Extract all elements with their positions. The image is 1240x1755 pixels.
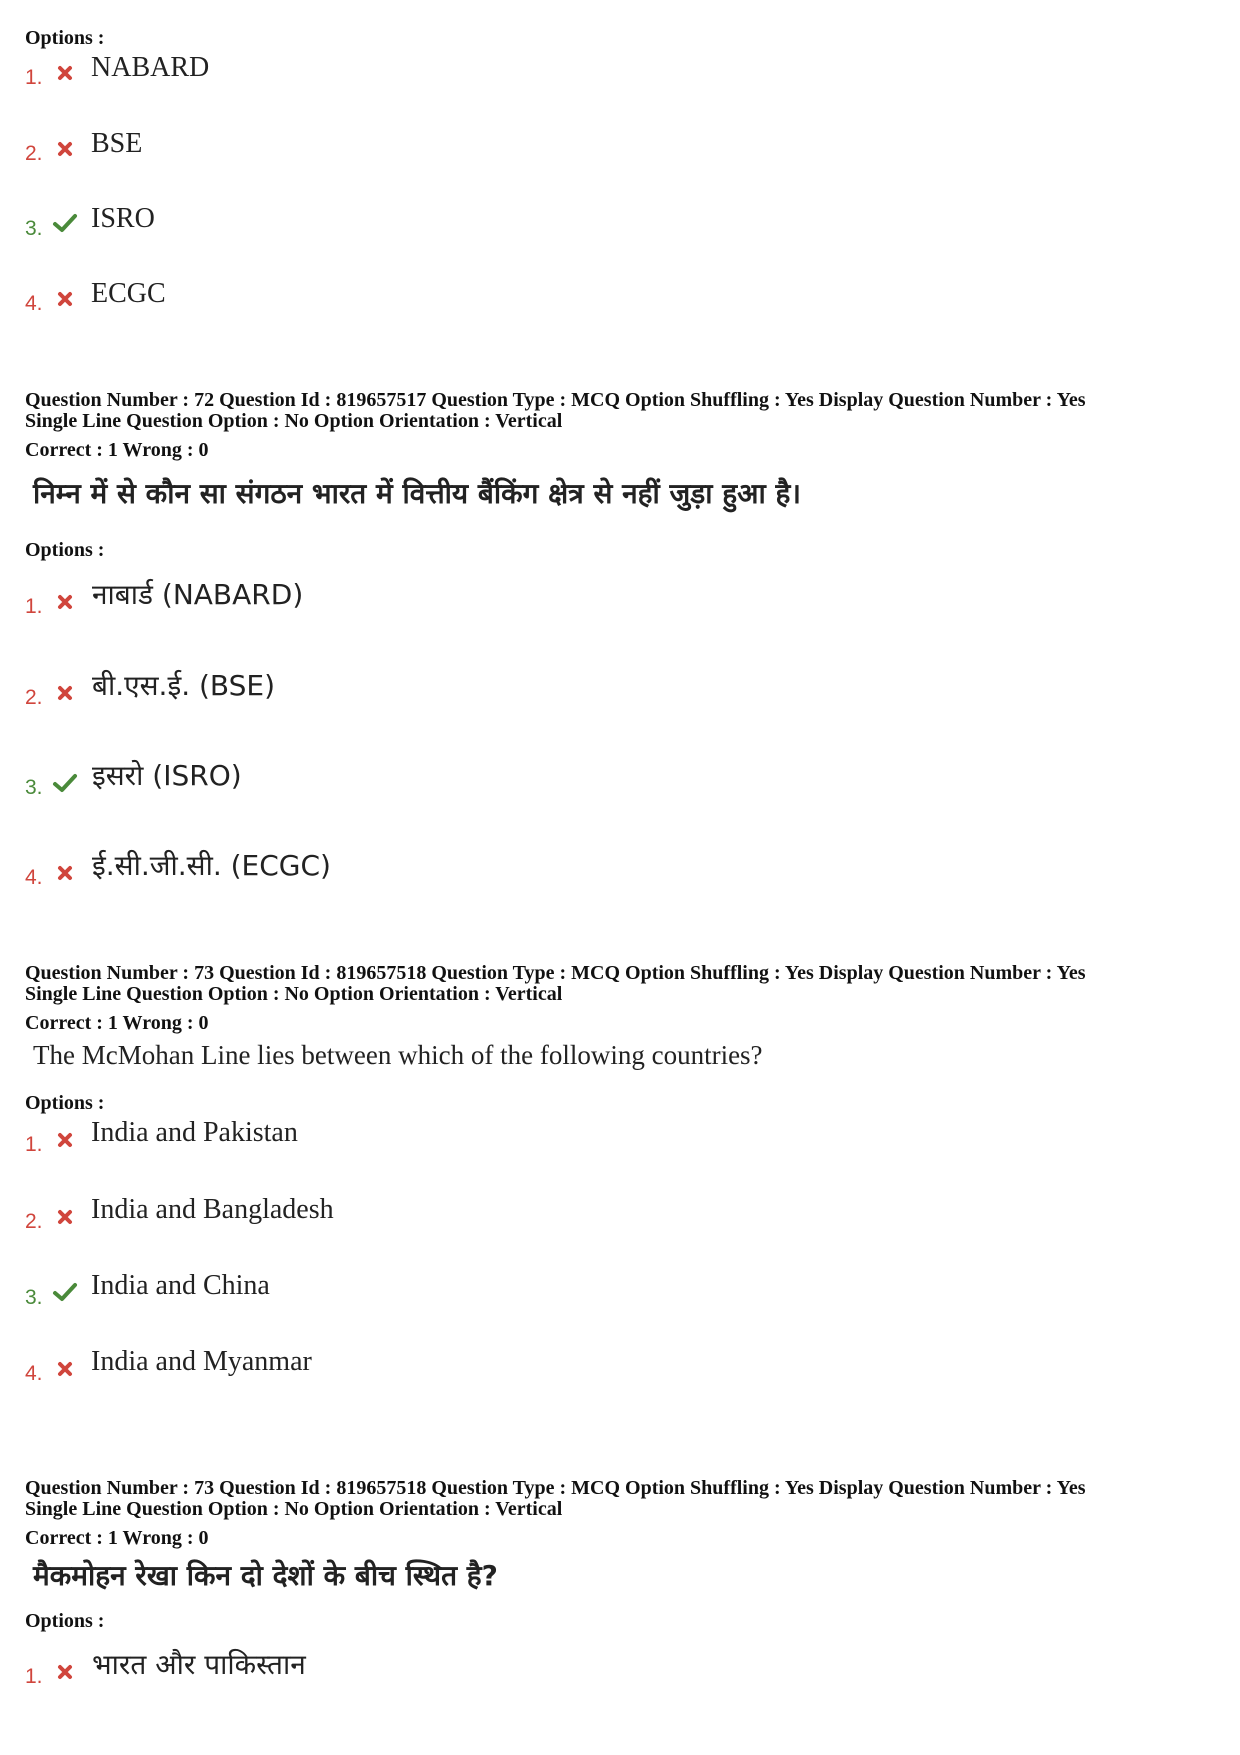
option-text: India and Pakistan <box>91 1117 298 1148</box>
option-number: 3. <box>25 776 43 799</box>
question-meta: Question Number : 73 Question Id : 819657518 Question Type : MCQ Option Shuffling : Yes Display Question Number : Yes <box>25 962 1086 984</box>
cross-icon <box>54 682 76 704</box>
option-text: BSE <box>91 128 143 159</box>
cross-icon <box>54 1206 76 1228</box>
question-meta: Question Number : 72 Question Id : 819657517 Question Type : MCQ Option Shuffling : Yes Display Question Number : Yes <box>25 389 1086 411</box>
question-meta: Single Line Question Option : No Option Orientation : Vertical <box>25 1498 563 1520</box>
option-text: India and Myanmar <box>91 1346 312 1377</box>
options-label: Options : <box>25 1092 105 1114</box>
option-text: ECGC <box>91 278 166 309</box>
option-number: 3. <box>25 1286 43 1309</box>
question-meta: Question Number : 73 Question Id : 819657518 Question Type : MCQ Option Shuffling : Yes Display Question Number : Yes <box>25 1477 1086 1499</box>
check-icon <box>52 772 78 794</box>
option-text: ई.सी.जी.सी. (ECGC) <box>92 849 331 882</box>
option-text: इसरो (ISRO) <box>92 759 242 792</box>
option-number: 2. <box>25 1210 43 1233</box>
option-text: India and Bangladesh <box>91 1194 334 1225</box>
option-number: 2. <box>25 142 43 165</box>
option-number: 2. <box>25 686 43 709</box>
option-number: 1. <box>25 595 43 618</box>
option-number: 3. <box>25 217 43 240</box>
option-number: 4. <box>25 866 43 889</box>
cross-icon <box>54 288 76 310</box>
option-text: भारत और पाकिस्तान <box>92 1648 306 1681</box>
options-label: Options : <box>25 539 105 561</box>
option-number: 1. <box>25 1133 43 1156</box>
question-meta: Single Line Question Option : No Option Orientation : Vertical <box>25 410 563 432</box>
option-text: ISRO <box>91 203 155 234</box>
cross-icon <box>54 862 76 884</box>
cross-icon <box>54 1358 76 1380</box>
cross-icon <box>54 1129 76 1151</box>
question-text: मैकमोहन रेखा किन दो देशों के बीच स्थित है? <box>33 1559 498 1592</box>
options-label: Options : <box>25 1610 105 1632</box>
cross-icon <box>54 62 76 84</box>
check-icon <box>52 212 78 234</box>
option-text: India and China <box>91 1270 270 1301</box>
option-number: 1. <box>25 1665 43 1688</box>
score-info: Correct : 1 Wrong : 0 <box>25 1012 209 1034</box>
cross-icon <box>54 591 76 613</box>
option-number: 4. <box>25 292 43 315</box>
check-icon <box>52 1281 78 1303</box>
options-label: Options : <box>25 27 105 49</box>
question-meta: Single Line Question Option : No Option Orientation : Vertical <box>25 983 563 1005</box>
question-text: The McMohan Line lies between which of the following countries? <box>33 1040 763 1070</box>
score-info: Correct : 1 Wrong : 0 <box>25 439 209 461</box>
option-number: 1. <box>25 66 43 89</box>
question-text: निम्न में से कौन सा संगठन भारत में वित्तीय बैंकिंग क्षेत्र से नहीं जुड़ा हुआ है। <box>33 477 801 510</box>
cross-icon <box>54 1661 76 1683</box>
score-info: Correct : 1 Wrong : 0 <box>25 1527 209 1549</box>
option-text: नाबार्ड (NABARD) <box>92 578 304 611</box>
option-text: NABARD <box>91 52 210 83</box>
cross-icon <box>54 138 76 160</box>
option-number: 4. <box>25 1362 43 1385</box>
option-text: बी.एस.ई. (BSE) <box>92 669 276 702</box>
